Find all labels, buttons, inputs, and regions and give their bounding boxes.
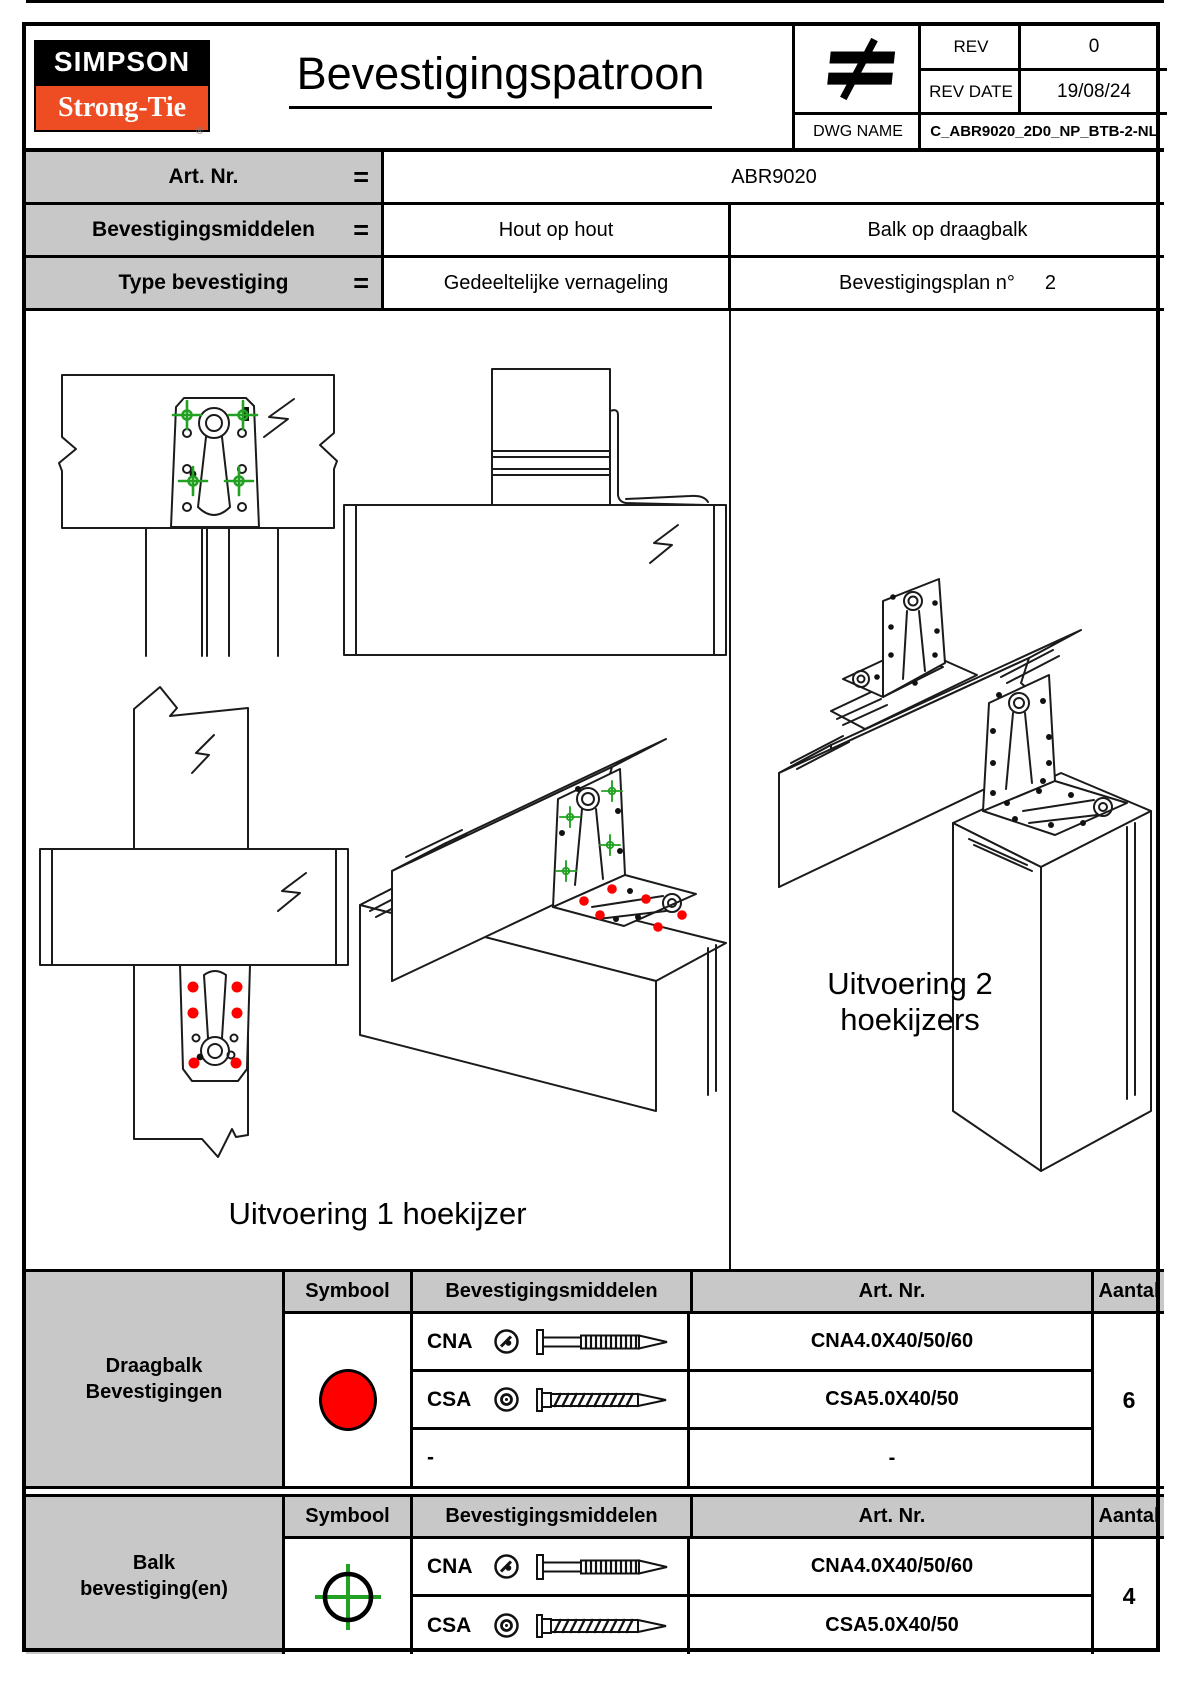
plan-number-label: Bevestigingsplan n° (838, 271, 1015, 294)
col-header-bevestigingsmiddelen: Bevestigingsmiddelen (413, 1497, 693, 1536)
equals-sign: = (353, 214, 369, 245)
page-title (228, 48, 773, 109)
red-filled-circle-symbol (319, 1369, 377, 1431)
not-equal-icon (812, 36, 904, 102)
art-nr-empty: - (693, 1430, 1094, 1486)
rev-value: 0 (1018, 26, 1167, 71)
fastener-code: CNA (427, 1329, 473, 1353)
art-nr-label-cell (26, 152, 384, 202)
row-separator (26, 0, 1164, 3)
col-header-artnr: Art. Nr. (693, 1497, 1094, 1536)
dwg-name-value: C_ABR9020_2D0_NP_BTB-2-NL (918, 115, 1167, 148)
group-label-line1: Balk (132, 1551, 176, 1574)
page-title-text: Bevestigingspatroon (289, 48, 713, 109)
art-nr-value: ABR9020 (731, 165, 817, 188)
qty-balk: 4 (1122, 1583, 1136, 1609)
type-value-left: Gedeeltelijke vernageling (384, 258, 731, 308)
symbol-cell-balk (285, 1539, 413, 1654)
drawing-right-panel (731, 311, 1164, 1272)
group-label-draagbalk (26, 1272, 285, 1486)
fastener-code: CSA (427, 1387, 472, 1411)
strongtie-logo: Strong-Tie (34, 84, 210, 132)
view-side-elevation (344, 369, 726, 655)
green-crosshair-circle-symbol (311, 1560, 385, 1634)
art-nr-csa: CSA5.0X40/50 (693, 1597, 1094, 1654)
col-header-symbool: Symbool (285, 1272, 413, 1311)
caption-variant-2 (740, 966, 1080, 1038)
csa-head-icon (493, 1612, 520, 1639)
group-label-balk (26, 1497, 285, 1654)
rev-date-label: REV DATE (918, 71, 1021, 115)
fasteners-value-right: Balk op draagbalk (867, 218, 1028, 241)
group-label-line2: bevestiging(en) (80, 1577, 228, 1600)
cna-head-icon (493, 1553, 520, 1580)
fastener-row-csa (413, 1597, 690, 1654)
break-symbol-icon (264, 399, 294, 437)
fastener-row-empty (413, 1430, 690, 1486)
plan-number-value: 2 (1044, 271, 1056, 294)
art-nr-cna: CNA4.0X40/50/60 (693, 1539, 1094, 1594)
view-rear-elevation (40, 687, 348, 1157)
equals-sign: = (353, 161, 369, 192)
csa-head-icon (493, 1386, 520, 1413)
fastener-code: CSA (427, 1613, 472, 1637)
group-label-line2: Bevestigingen (85, 1381, 223, 1403)
fasteners-label-cell (26, 205, 384, 255)
rev-date-value: 19/08/24 (1018, 71, 1167, 115)
equals-sign: = (353, 267, 369, 298)
fastener-code: CNA (427, 1554, 473, 1578)
art-nr-csa: CSA5.0X40/50 (693, 1372, 1094, 1427)
fasteners-value-left: Hout op hout (384, 205, 731, 255)
qty-draagbalk: 6 (1122, 1386, 1136, 1413)
group-label-line1: Draagbalk (105, 1355, 203, 1377)
col-header-aantal: Aantal (1094, 1272, 1164, 1311)
type-label-cell (26, 258, 384, 308)
art-nr-cna: CNA4.0X40/50/60 (693, 1314, 1094, 1369)
simpson-logo-top: SIMPSON (34, 40, 210, 84)
break-symbol-icon (650, 525, 678, 563)
caption-variant-1: Uitvoering 1 hoekijzer (228, 1196, 527, 1231)
csa-screw-icon (534, 1611, 674, 1641)
col-header-aantal: Aantal (1094, 1497, 1164, 1536)
break-symbol-icon (192, 735, 214, 773)
dwg-name-label: DWG NAME (792, 115, 921, 148)
cna-head-icon (493, 1328, 520, 1355)
fastener-row-cna (413, 1314, 690, 1369)
not-equal-icon-cell (792, 26, 921, 115)
col-header-symbool: Symbool (285, 1497, 413, 1536)
view-iso-one-bracket (360, 739, 726, 1111)
view-iso-two-brackets (779, 579, 1151, 1171)
table-border (26, 1486, 1164, 1489)
fastener-row-cna (413, 1539, 690, 1594)
break-symbol-icon (278, 873, 306, 911)
registered-mark: ® (196, 126, 204, 137)
caption-variant-2-line2: hoekijzers (840, 1002, 980, 1037)
csa-screw-icon (534, 1385, 674, 1415)
rev-label: REV (918, 26, 1021, 71)
type-label: Type bevestiging (118, 271, 289, 294)
fasteners-label: Bevestigingsmiddelen (92, 218, 315, 241)
symbol-cell-draagbalk (285, 1314, 413, 1486)
fastener-row-csa (413, 1372, 690, 1427)
cna-nail-icon (534, 1327, 674, 1357)
col-header-artnr: Art. Nr. (693, 1272, 1094, 1311)
plan-number-cell (731, 258, 1164, 308)
col-header-bevestigingsmiddelen: Bevestigingsmiddelen (413, 1272, 693, 1311)
cna-nail-icon (534, 1552, 674, 1582)
view-front-elevation (59, 375, 337, 656)
art-nr-label: Art. Nr. (168, 165, 239, 188)
drawing-left-panel (26, 311, 729, 1272)
fastener-code: - (427, 1446, 434, 1469)
caption-variant-2-line1: Uitvoering 2 (827, 966, 993, 1001)
